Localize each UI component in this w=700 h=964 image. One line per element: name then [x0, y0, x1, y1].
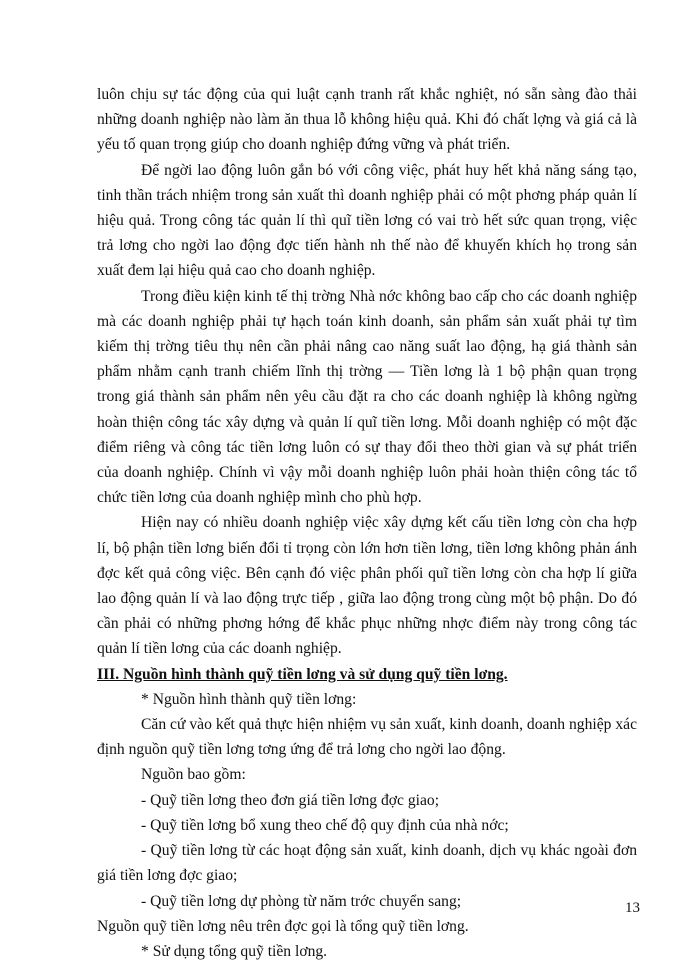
- list-item: - Quỹ tiền lơng theo đơn giá tiền lơng đợc giao;: [141, 791, 440, 809]
- paragraph-competition: luôn chịu sự tác động của qui luật cạnh tranh rất khắc nghiệt, nó sẵn sàng đào thải những doanh nghiệp nào làm ăn thua lỗ không hiệu quả. Khi đó chất lợng và giá cả là yếu tố quan trọng giúp cho doanh nghiệp đứng vững và phát triển.: [97, 86, 637, 154]
- sources-intro: Nguồn bao gồm:: [141, 766, 246, 784]
- paragraph-management: Để ngời lao động luôn gắn bó với công việc, phát huy hết khả năng sáng tạo, tinh thần trách nhiệm trong sản xuất thì doanh nghiệp phải có một phơng pháp quản lí hiệu quả. Trong công tác quản lí thì quĩ tiền lơng có vai trò hết sức quan trọng, việc trả lơng cho ngời lao động đợc tiến hành nh thế nào để khuyến khích họ trong sản xuất đem lại hiệu quả cao cho doanh nghiệp.: [97, 161, 637, 280]
- page-number: 13: [625, 900, 640, 916]
- section-heading: III. Nguồn hình thành quỹ tiền lơng và sử dụng quỹ tiền lơng.: [97, 665, 508, 683]
- paragraph-market-economy: Trong điều kiện kinh tế thị trờng Nhà nớc không bao cấp cho các doanh nghiệp mà các doanh nghiệp phải tự hạch toán kinh doanh, sản phẩm sản xuất phải tự tìm kiếm thị trờng tiêu thụ nên cần phải nâng cao năng suất lao động, hạ giá thành sản phẩm nhằm cạnh tranh chiếm lĩnh thị trờng — Tiền lơng là 1 bộ phận quan trọng trong giá thành sản phẩm nên yêu cầu đặt ra cho các doanh nghiệp là không ngừng hoàn thiện công tác xây dựng và quản lí quĩ tiền lơng. Mỗi doanh nghiệp có một đặc điểm riêng và công tác tiền lơng luôn có sự thay đổi theo thời gian và sự phát triển của doanh nghiệp. Chính vì vậy mỗi doanh nghiệp luôn phải hoàn thiện công tác tổ chức tiền lơng của doanh nghiệp mình cho phù hợp.: [97, 287, 637, 507]
- subheading-sources: * Nguồn hình thành quỹ tiền lơng:: [141, 690, 357, 708]
- list-item: - Quỹ tiền lơng từ các hoạt động sản xuất, kinh doanh, dịch vụ khác ngoài đơn giá tiền lơng đợc giao;: [97, 842, 637, 885]
- paragraph-current-issues: Hiện nay có nhiều doanh nghiệp việc xây dựng kết cấu tiền lơng còn cha hợp lí, bộ phận tiền lơng biến đổi tỉ trọng còn lớn hơn tiền lơng, tiền lơng không phản ánh đợc kết quả công việc. Bên cạnh đó việc phân phối quĩ tiền lơng còn cha hợp lí giữa lao động quản lí và lao động trực tiếp , giữa lao động trong cùng một bộ phận. Do đó cần phải có những phơng hớng để khắc phục những nhợc điểm này trong công tác quản lí tiền lơng của các doanh nghiệp.: [97, 514, 637, 658]
- list-item: - Quỹ tiền lơng bổ xung theo chế độ quy định của nhà nớc;: [141, 816, 509, 834]
- paragraph-basis: Căn cứ vào kết quả thực hiện nhiệm vụ sản xuất, kinh doanh, doanh nghiệp xác định nguồn quỹ tiền lơng tơng ứng để trả lơng cho ngời lao động.: [97, 716, 637, 759]
- document-body: [97, 82, 637, 964]
- subheading-usage: * Sử dụng tổng quỹ tiền lơng.: [141, 942, 328, 960]
- list-item: - Quỹ tiền lơng dự phòng từ năm trớc chuyển sang;: [141, 892, 462, 910]
- summary-line: Nguồn quỹ tiền lơng nêu trên đợc gọi là tổng quỹ tiền lơng.: [97, 917, 469, 935]
